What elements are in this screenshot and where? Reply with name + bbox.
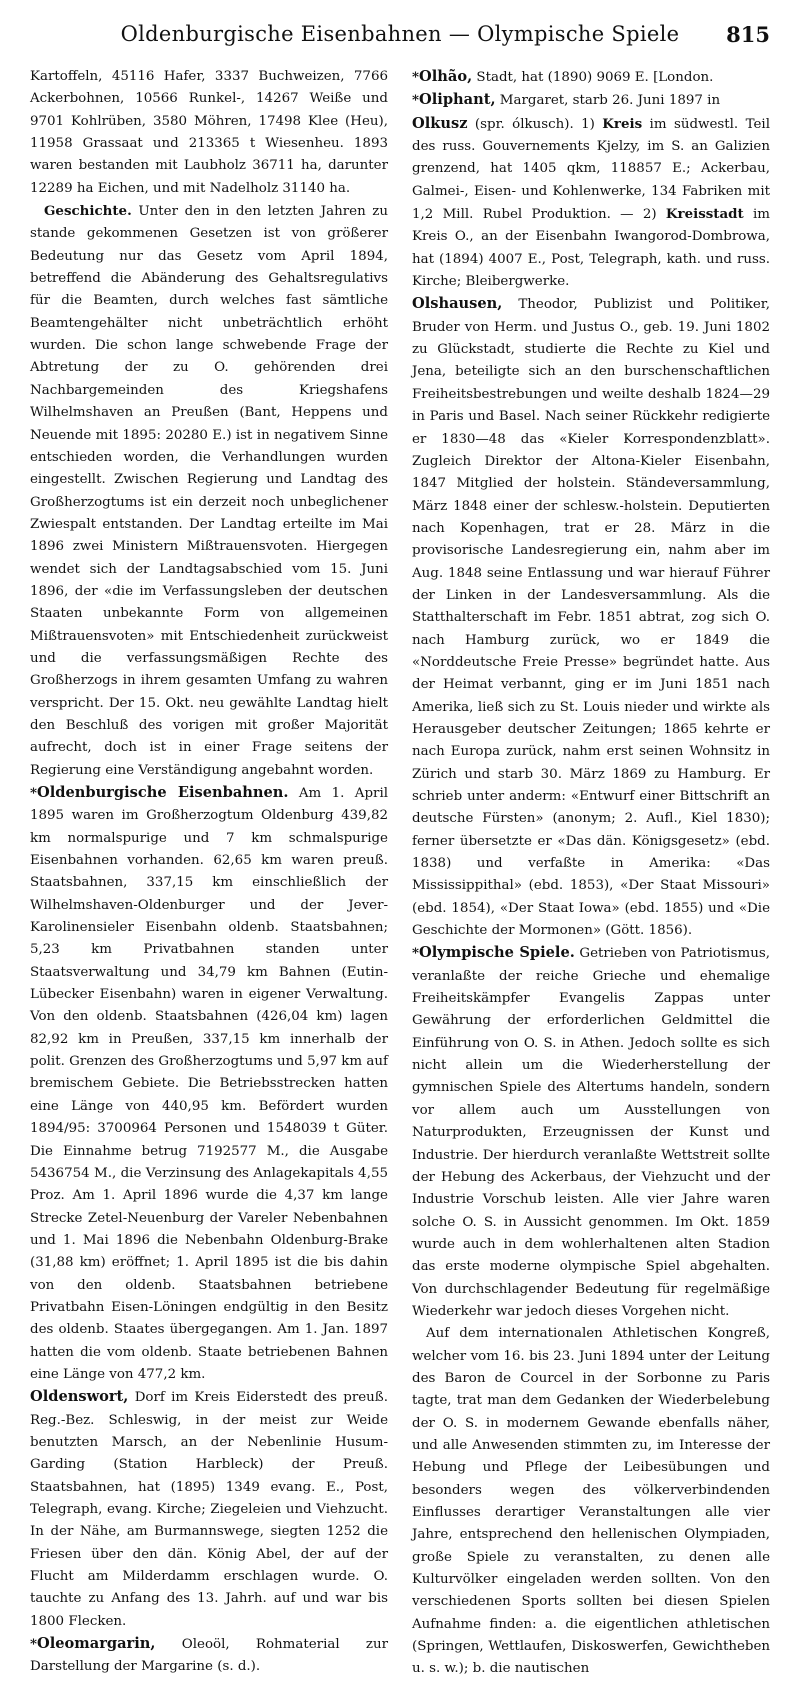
headword: Oldenburgische Eisenbahnen. <box>37 784 289 801</box>
asterisk-marker: * <box>412 92 420 109</box>
geschichte-paragraph <box>30 200 388 782</box>
asterisk-marker: * <box>412 945 420 962</box>
continuation-paragraph: Kartoffeln, 45116 Hafer, 3337 Buchweizen, 7766 Ackerbohnen, 10566 Runkel-, 14267 Weiße und 9701 Kohlrüben, 3580 Möhren, 17498 Klee (Heu), 11958 Grassaat und 213365 t Wiesenheu. 1893 waren bestanden mit Laubholz 36711 ha, darunter 12289 ha Eichen, und mit Nadelholz 31140 ha. <box>30 69 388 196</box>
entry-text: Stadt, hat (1890) 9069 E. [London. <box>472 70 714 85</box>
headword: Olhão, <box>419 68 473 85</box>
olympische-spiele-paragraph-2: Auf dem internationalen Athletischen Kongreß, welcher vom 16. bis 23. Juni 1894 unter der Leitung des Baron de Courcel in der Sorbonne zu Paris tagte, trat man dem Gedanken der Wiederbelebung der O. S. in modernem Gewande ebenfalls näher, und alle Anwesenden stimmten zu, im Interesse der Hebung und Pflege der Leibesübungen und besonders wegen des völkerverbindenden Einflusses derartiger Veranstaltungen alle vier Jahre, entsprechend den hellenischen Olympiaden, große Spiele zu veranstalten, zu denen alle Kulturvölker eingeladen werden sollten. Von den verschiedenen Sports sollten bei diesen Spielen Aufnahme finden: a. die eigentlichen athletischen (Springen, Wettlaufen, Diskoswerfen, Gewichtheben u. s. w.); b. die nautischen <box>412 1326 770 1677</box>
geschichte-text: Unter den in den letzten Jahren zu stande gekommenen Gesetzen ist von größerer Bedeutung nur das Gesetz vom April 1894, betreffend die Abänderung des Gehaltsregulativs für die Beamten, durch welches fast sämtliche Beamtengehälter nicht unbeträchtlich erhöht wurden. Die schon lange schwebende Frage der Abtretung der zu O. gehörenden drei Nachbargemeinden des Kriegshafens Wilhelmshaven an Preußen (Bant, Heppens und Neuende mit 1895: 20280 E.) ist in negativem Sinne entschieden worden, die Verhandlungen wurden eingestellt. Zwischen Regierung und Landtag des Großherzogtums ist ein derzeit noch unbeglichener Zwiespalt entstanden. Der Landtag erteilte im Mai 1896 zwei Ministern Mißtrauensvoten. Hiergegen wendet sich der Landtagsabschied vom 15. Juni 1896, der «die im Verfassungsleben der deutschen Staaten unbekannte Form von allgemeinen Mißtrauensvoten» mit Entschiedenheit zurückweist und die verfassungsmäßigen Rechte des Großherzogs in ihrem gesamten Umfang zu wahren verspricht. Der 15. Okt. neu gewählte Landtag hielt den Beschluß des vorigen mit großer Majorität aufrecht, doch ist in einer Frage seitens der Regierung eine Verständigung angebahnt worden. <box>30 204 388 778</box>
entry-text: Getrieben von Patriotismus, veranlaßte der reiche Grieche und ehemalige Freiheitskämpfer Evangelis Zappas unter Gewährung der erforderlichen Geldmittel die Einführung von O. S. in Athen. Jedoch sollte es sich nicht allein um die Wiederherstellung der gymnischen Spiele des Altertums handeln, sondern vor allem auch um Ausstellungen von Naturprodukten, Erzeugnissen der Kunst und Industrie. Der hierdurch veranlaßte Wettstreit sollte der Hebung des Ackerbaus, der Viehzucht und der Industrie Vorschub leisten. Alle vier Jahre waren solche O. S. in Aussicht genommen. Im Okt. 1859 wurde auch in dem wohlerhaltenen alten Stadion das erste moderne olympische Spiel abgehalten. Von durchschlagender Bedeutung für regelmäßige Wiederkehr war jedoch dieses Vorgehen nicht. <box>412 946 770 1319</box>
entry-oldenswort <box>30 1386 388 1633</box>
entry-olkusz <box>412 113 770 294</box>
entry-oleomargarin <box>30 1633 388 1679</box>
entry-text: Dorf im Kreis Eiderstedt des preuß. Reg.-Bez. Schleswig, in der meist zur Weide benutzten Marsch, an der Nebenlinie Husum-Garding (Station Harbleck) der Preuß. Staatsbahnen, hat (1895) 1349 evang. E., Post, Telegraph, evang. Kirche; Ziegeleien und Viehzucht. In der Nähe, am Burmannswege, siegten 1252 die Friesen über den dän. König Abel, der auf der Flucht am Milderdamm erschlagen wurde. O. tauchte zu Anfang des 13. Jahrh. auf und war bis 1800 Flecken. <box>30 1390 388 1629</box>
page-number: 815 <box>726 22 770 47</box>
headword: Olshausen, <box>412 295 503 313</box>
subheading: Kreisstadt <box>665 206 744 223</box>
entry-olshausen <box>412 293 770 942</box>
geschichte-label: Geschichte. <box>44 203 132 220</box>
headword: Oliphant, <box>419 91 496 109</box>
headword: Olkusz <box>412 114 468 132</box>
asterisk-marker: * <box>30 785 38 801</box>
asterisk-marker: * <box>30 1636 38 1653</box>
headword: Oleomargarin, <box>37 1635 156 1653</box>
headword: Olympische Spiele. <box>419 944 575 962</box>
running-header <box>30 22 770 56</box>
entry-text: im südwestl. Teil des russ. Gouvernements Kjelzy, im S. an Galizien grenzend, hat 1405 qkm, 118857 E.; Ackerbau, Galmei-, Eisen- und Kohlenwerke, 134 Fabriken mit 1,2 Mill. Rubel Produktion. — 2) <box>412 116 770 223</box>
entry-text: Theodor, Publizist und Politiker, Bruder von Herm. und Justus O., geb. 19. Juni 1802 zu Glückstadt, studierte die Rechte zu Kiel und Jena, beteiligte sich an den burschenschaftlichen Freiheitsbestrebungen und weilte deshalb 1824—29 in Paris und Basel. Nach seiner Rückkehr redigierte er 1830—48 das «Kieler Korrespondenzblatt». Zugleich Direktor der Altona-Kieler Eisenbahn, 1847 Mitglied der holstein. Ständeversammlung, März 1848 einer der schlesw.-holstein. Deputierten nach Kopenhagen, trat er 28. März in die provisorische Landesregierung ein, nahm aber im Aug. 1848 seine Entlassung und war hierauf Führer der Linken in der Landesversammlung. Als die Statthalterschaft im Febr. 1851 abtrat, zog sich O. nach Hamburg zurück, wo er 1849 die «Norddeutsche Freie Presse» begründet hatte. Aus der Heimat verbannt, ging er im Juni 1851 nach Amerika, ließ sich zu St. Louis nieder und wirkte als Herausgeber deutscher Zeitungen; 1865 kehrte er nach Europa zurück, nahm erst seinen Wohnsitz in Zürich und starb 30. März 1869 zu Hamburg. Er schrieb unter anderm: «Entwurf einer Bittschrift an deutsche Fürsten» (anonym; 2. Aufl., Kiel 1830); ferner übersetzte er «Das dän. Königsgesetz» (ebd. 1838) und verfaßte in Amerika: «Das Mississippithal» (ebd. 1853), «Der Staat Missouri» (ebd. 1854), «Der Staat Iowa» (ebd. 1855) und «Die Geschichte der Mormonen» (Gött. 1856). <box>412 297 770 939</box>
entry-text: im Kreis O., an der Eisenbahn Iwangorod-Dombrowa, hat (1894) 4007 E., Post, Telegraph, kath. und russ. Kirche; Bleibergwerke. <box>412 207 770 290</box>
left-column <box>30 66 388 1679</box>
asterisk-marker: * <box>412 69 420 85</box>
entry-text: Oleoöl, Rohmaterial zur Darstellung der Margarine (s. d.). <box>30 1637 388 1675</box>
entry-text: (spr. ólkusch). 1) <box>467 116 603 132</box>
right-column <box>412 66 770 1681</box>
entry-text: Margaret, starb 26. Juni 1897 in <box>495 93 721 109</box>
entry-olhao <box>412 66 770 89</box>
entry-text: Am 1. April 1895 waren im Großherzogtum Oldenburg 439,82 km normalspurige und 7 km schmalspurige Eisenbahnen vorhanden. 62,65 km waren preuß. Staatsbahnen, 337,15 km einschließlich der Wilhelmshaven-Oldenburger und der Jever-Karolinensieler Eisenbahn oldenb. Staatsbahnen; 5,23 km Privatbahnen standen unter Staatsverwaltung und 34,79 km Bahnen (Eutin-Lübecker Eisenbahn) waren in eigener Verwaltung. Von den oldenb. Staatsbahnen (426,04 km) lagen 82,92 km in Preußen, 337,15 km innerhalb der polit. Grenzen des Großherzogtums und 5,97 km auf bremischem Gebiete. Die Betriebsstrecken hatten eine Länge von 440,95 km. Befördert wurden 1894/95: 3700964 Personen und 1548039 t Güter. Die Einnahme betrug 7192577 M., die Ausgabe 5436754 M., die Verzinsung des Anlagekapitals 4,55 Proz. Am 1. April 1896 wurde die 4,37 km lange Strecke Zetel-Neuenburg der Vareler Nebenbahnen und 1. Mai 1896 die Nebenbahn Oldenburg-Brake (31,88 km) eröffnet; 1. April 1895 ist die bis dahin von den oldenb. Staatsbahnen betriebene Privatbahn Eisen-Löningen endgültig in den Besitz des oldenb. Staates übergegangen. Am 1. Jan. 1897 hatten die vom oldenb. Staate betriebenen Bahnen eine Länge von 477,2 km. <box>30 786 389 1382</box>
headword: Oldenswort, <box>30 1388 129 1406</box>
entry-oldenburgische-eisenbahnen <box>30 782 388 1386</box>
subheading: Kreis <box>602 115 643 132</box>
entry-olympische-spiele <box>412 942 770 1323</box>
entry-oliphant <box>412 89 770 112</box>
running-title: Oldenburgische Eisenbahnen — Olympische Spiele <box>120 22 680 46</box>
